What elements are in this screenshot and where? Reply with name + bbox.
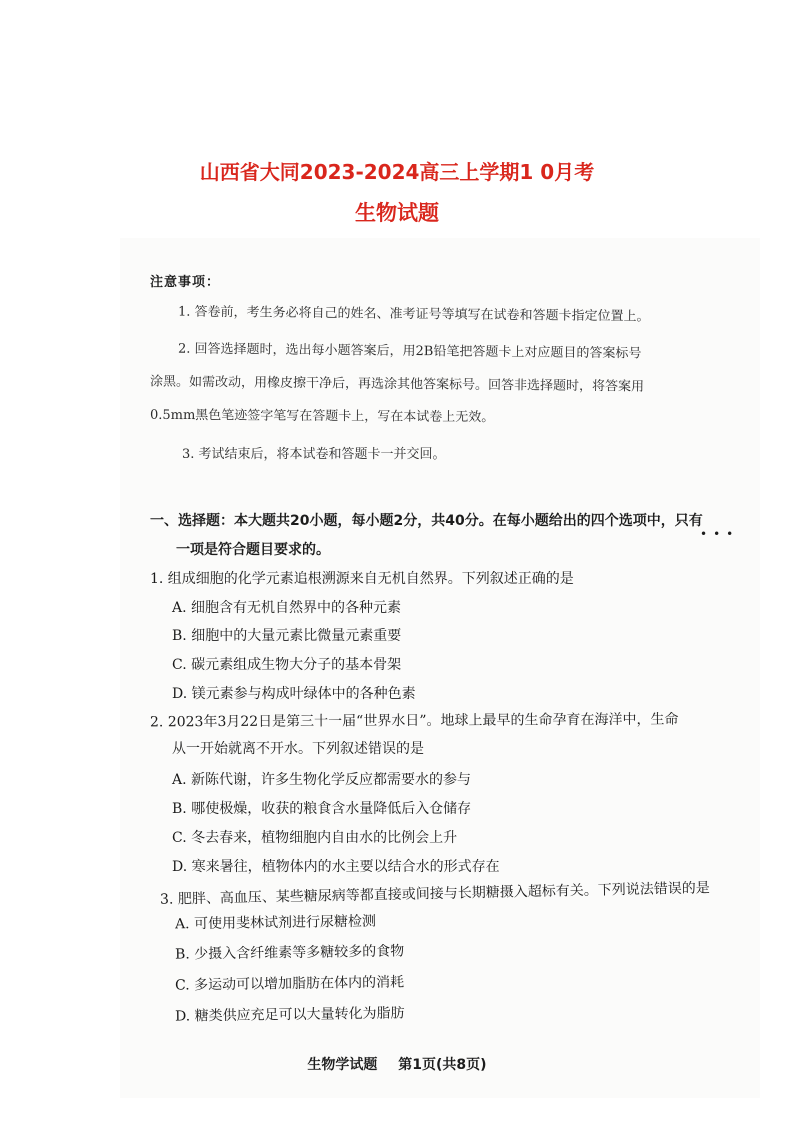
section-heading-cont: 一项是符合题目要求的。 [176,542,330,558]
option-3a: A. 可使用斐林试剂进行尿糖检测 [174,913,377,933]
option-3b: B. 少摄入含纤维素等多糖较多的食物 [174,943,405,963]
option-1d: D. 镁元素参与构成叶绿体中的各种色素 [172,686,416,702]
note-line: 3. 考试结束后，将本试卷和答题卡一并交回。 [182,447,446,462]
exam-subtitle: 生物试题 [355,201,439,225]
option-1a: A. 细胞含有无机自然界中的各种元素 [172,600,402,616]
option-2d: D. 寒来暑往，植物体内的水主要以结合水的形式存在 [172,859,500,875]
notes-heading: 注意事项： [150,275,221,290]
option-2c: C. 冬去春来，植物细胞内自由水的比例会上升 [172,830,458,846]
note-line: 涂黑。如需改动，用橡皮擦干净后，再选涂其他答案标号。回答非选择题时，将答案用 [149,374,645,395]
note-line: 2. 回答选择题时，选出每小题答案后，用2B铅笔把答题卡上对应题目的答案标号 [177,341,642,362]
footer-page-number: 第1页(共8页) [398,1057,487,1073]
page-footer [0,1054,794,1074]
question-2: 2. 2023年3月22日是第三十一届“世界水日”。地球上最早的生命孕育在海洋中，生命 [149,711,679,731]
option-2b: B. 哪使极燥，收获的粮食含水量降低后入仓储存 [172,801,472,817]
option-2a: A. 新陈代谢，许多生物化学反应都需要水的参与 [172,772,472,788]
question-2-cont: 从一开始就离不开水。下列叙述错误的是 [172,741,424,757]
option-1c: C. 碳元素组成生物大分子的基本骨架 [172,657,402,673]
option-1b: B. 细胞中的大量元素比微量元素重要 [172,628,402,644]
title-block [0,157,794,228]
note-line: 1. 答卷前，考生务必将自己的姓名、准考证号等填写在试卷和答题卡指定位置上。 [177,304,650,325]
exam-title: 山西省大同2023-2024高三上学期1 0月考 [199,160,595,184]
section-heading: 一、选择题：本大题共20小题，每小题2分，共40分。在每小题给出的四个选项中，只有 [150,513,703,529]
option-3d: D. 糖类供应充足可以大量转化为脂肪 [174,1005,405,1025]
emphasis-dots: ••• [700,527,740,541]
footer-subject: 生物学试题 [307,1057,378,1073]
note-line: 0.5mm黑色笔迹签字笔写在答题卡上，写在本试卷上无效。 [149,407,495,426]
question-3: 3. 肥胖、高血压、某些糖尿病等都直接或间接与长期糖摄入超标有关。下列说法错误的是 [159,880,710,908]
option-3c: C. 多运动可以增加脂肪在体内的消耗 [174,974,405,994]
question-1: 1. 组成细胞的化学元素追根溯源来自无机自然界。下列叙述正确的是 [150,571,574,587]
